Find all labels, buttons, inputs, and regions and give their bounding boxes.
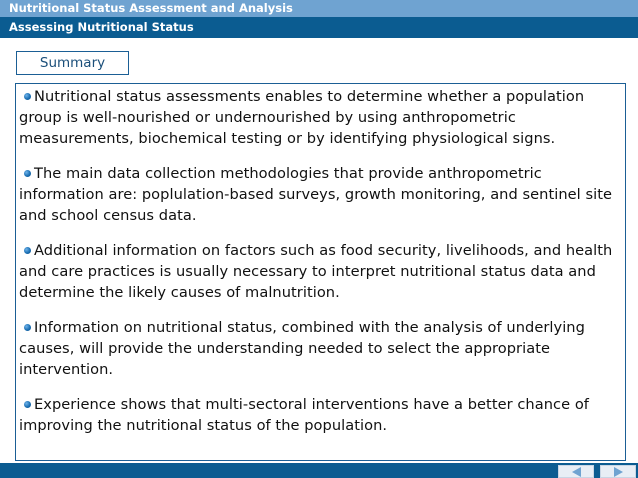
course-title-bar [0,0,638,17]
bullet-text: Nutritional status assessments enables to determine whether a population group is well-nourished or undernourished by using anthropometric measurements, biochemical testing or by identifying physiological signs. [19,88,585,147]
previous-button[interactable] [558,465,594,478]
summary-bullet-list [19,86,619,450]
bullet-text: The main data collection methodologies that provide anthropometric information are: poplulation-based surveys, growth monitoring, and sentinel site and school census data. [19,165,613,224]
triangle-left-icon [572,467,581,477]
bullet-text: Additional information on factors such as food security, livelihoods, and health and care practices is usually necessary to interpret nutritional status data and determine the likely causes of malnutrition. [19,242,613,301]
list-item [19,163,619,226]
triangle-right-icon [614,467,623,477]
bullet-dot-icon [24,170,31,177]
list-item [19,394,619,436]
list-item [19,240,619,303]
lesson-title: Assessing Nutritional Status [9,20,194,34]
bullet-dot-icon [24,247,31,254]
bullet-text: Experience shows that multi-sectoral interventions have a better chance of improving the nutritional status of the population. [19,396,589,434]
course-title: Nutritional Status Assessment and Analysis [9,1,293,15]
list-item [19,317,619,380]
lesson-title-bar [0,17,638,38]
bullet-dot-icon [24,324,31,331]
bullet-dot-icon [24,401,31,408]
summary-tab-label: Summary [39,55,106,71]
next-button[interactable] [600,465,636,478]
bullet-text: Information on nutritional status, combined with the analysis of underlying causes, will provide the understanding needed to select the appropriate intervention. [19,319,585,378]
list-item [19,86,619,149]
summary-tab [16,51,129,75]
footer-bar [0,463,638,478]
bullet-dot-icon [24,93,31,100]
